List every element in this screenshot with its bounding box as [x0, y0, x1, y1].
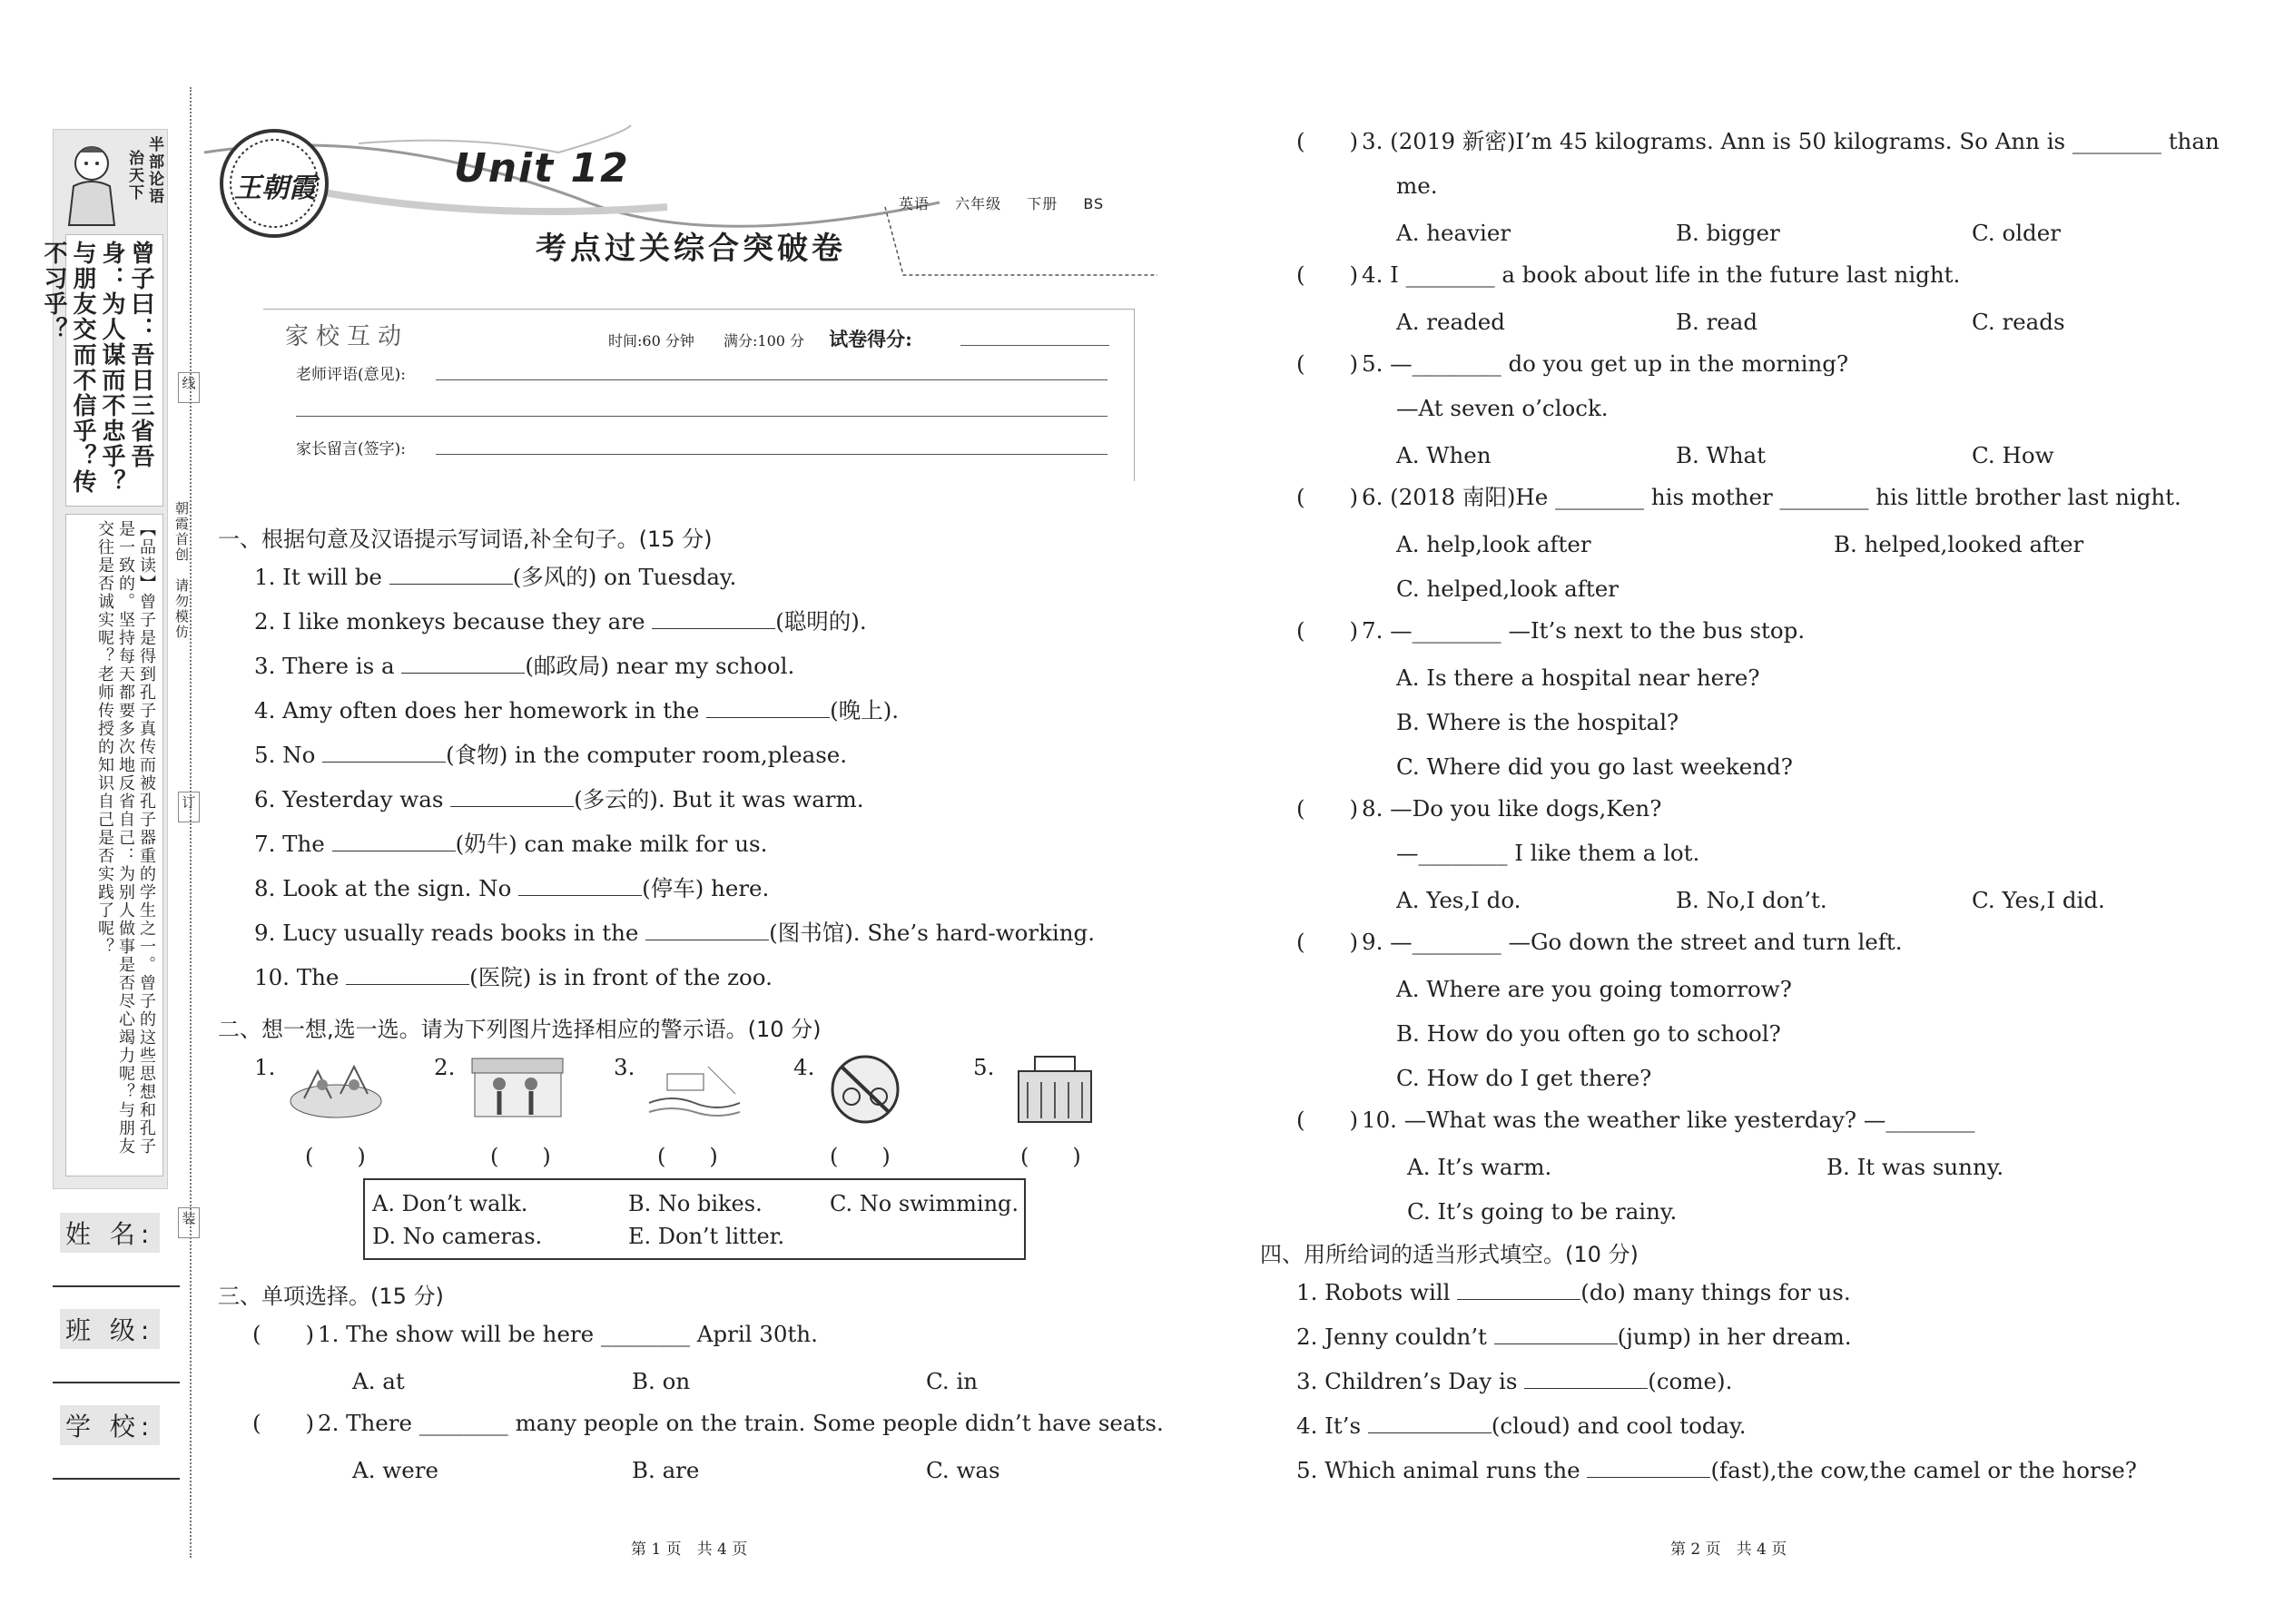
mc8-option-b[interactable]: B. No,I don’t. — [1676, 887, 1827, 913]
cut-mark-staple: 装 — [178, 1207, 200, 1238]
answer-blank[interactable] — [706, 700, 830, 718]
item-text-after: many things for us. — [1625, 1279, 1851, 1305]
mc8-option-c[interactable]: C. Yes,I did. — [1972, 887, 2105, 913]
warning-option-a: A. Don’t walk. — [372, 1191, 528, 1216]
item-text-before: 8. Look at the sign. No — [254, 875, 519, 901]
school-label: 学 校: — [60, 1405, 160, 1445]
item-text-after: . But it was warm. — [657, 786, 864, 812]
item-text-after: . — [859, 608, 867, 635]
warning-option-c: C. No swimming. — [830, 1191, 1019, 1216]
item-hint: (晚上) — [830, 697, 892, 723]
mc-question-2: 2. There ________ many people on the train. Some people didn’t have seats. — [318, 1410, 1164, 1436]
item-hint: (停车) — [642, 875, 704, 901]
mc3-option-c[interactable]: C. older — [1972, 220, 2061, 246]
mc1-option-c[interactable]: C. in — [926, 1368, 979, 1394]
section1-item-10 — [254, 964, 773, 990]
no-bikes-sign-picture — [824, 1051, 924, 1115]
section1-item-3 — [254, 655, 794, 678]
mc-paren-6[interactable]: ( ) — [1296, 484, 1359, 510]
mc7-option-c[interactable]: C. Where did you go last weekend? — [1396, 753, 1793, 780]
item-text-after: here. — [704, 875, 770, 901]
answer-paren-pic1[interactable]: ( ) — [305, 1144, 366, 1169]
item-text-before: 5. No — [254, 742, 323, 768]
item-text-after: in her dream. — [1691, 1324, 1852, 1350]
mc-question-8: 8. —Do you like dogs,Ken? — [1362, 795, 1662, 822]
item-text-before: 9. Lucy usually reads books in the — [254, 920, 646, 946]
page-number-right: 第 2 页 共 4 页 — [1670, 1540, 1787, 1559]
pic-number-3: 3. — [614, 1054, 635, 1080]
item-text-before: 7. The — [254, 831, 332, 857]
answer-blank[interactable] — [1494, 1326, 1618, 1344]
mc2-option-b[interactable]: B. are — [632, 1457, 700, 1483]
answer-blank[interactable] — [389, 566, 513, 585]
section1-item-2 — [254, 608, 867, 635]
item-hint: (食物) — [446, 742, 508, 768]
warning-option-d: D. No cameras. — [372, 1224, 543, 1249]
quote-box — [40, 234, 163, 507]
comment-frame — [263, 309, 1135, 481]
item-hint: (多云的) — [574, 786, 658, 812]
camera-scene-picture — [468, 1055, 567, 1118]
item-hint: (do) — [1580, 1279, 1626, 1305]
item-text-before: 5. Which animal runs the — [1296, 1457, 1588, 1483]
confucius-illustration — [60, 136, 123, 227]
ribbon-volume: 下册 — [1027, 195, 1058, 212]
item-text-before: 3. Children’s Day is — [1296, 1368, 1525, 1394]
mc-paren-1[interactable]: ( ) — [252, 1321, 315, 1347]
page-title: 考点过关综合突破卷 — [536, 231, 846, 267]
river-scene-picture — [645, 1058, 744, 1121]
reading-text: 【品读】曾子是得到孔子真传而被孔子器重的学生之一。曾子的这些思想和孔子是一致的。坚持每天都要多次地反省自己：为别人做事是否尽心竭力呢？与朋友交往是否诚实呢？老师传授的知识自己是否实践了呢？ — [95, 520, 156, 1156]
cut-mark-line: 线 — [178, 372, 200, 403]
section1-item-1 — [254, 566, 736, 589]
pic-number-2: 2. — [434, 1054, 456, 1080]
item-hint: (图书馆) — [769, 920, 853, 946]
answer-blank[interactable] — [518, 878, 642, 896]
answer-blank[interactable] — [1457, 1282, 1580, 1300]
mc-question-4: 4. I ________ a book about life in the future last night. — [1362, 261, 1961, 288]
pic-number-5: 5. — [973, 1054, 995, 1080]
class-label: 班 级: — [60, 1309, 160, 1349]
full-score: 满分:100 分 — [724, 332, 805, 349]
ribbon-subject: 英语 — [899, 195, 930, 212]
mc-question-3: 3. (2019 新密)I’m 45 kilograms. Ann is 50 kilograms. So Ann is ________ than — [1362, 128, 2220, 154]
home-school-heading: 家校互动 — [285, 323, 409, 350]
motto-col2: 治天下 — [125, 150, 143, 202]
mc8-option-a[interactable]: A. Yes,I do. — [1396, 887, 1521, 913]
mc7-option-b[interactable]: B. Where is the hospital? — [1396, 709, 1679, 735]
item-hint: (come) — [1648, 1368, 1726, 1394]
mc-paren-9[interactable]: ( ) — [1296, 929, 1359, 955]
mc-question-7: 7. —________ —It’s next to the bus stop. — [1362, 617, 1806, 644]
mc9-option-b[interactable]: B. How do you often go to school? — [1396, 1020, 1781, 1047]
section1-item-8 — [254, 875, 770, 901]
item-text-after: can make milk for us. — [517, 831, 768, 857]
section4-title: 四、用所给词的适当形式填空。(10 分) — [1260, 1242, 1639, 1267]
item-text-after: . She’s hard-working. — [852, 920, 1096, 946]
mc-question-5: 5. —________ do you get up in the morning? — [1362, 350, 1849, 377]
ribbon-grade: 六年级 — [955, 195, 1002, 212]
mc-paren-2[interactable]: ( ) — [252, 1410, 315, 1436]
item-text-before: 3. There is a — [254, 653, 402, 679]
item-text-after: is in front of the zoo. — [531, 964, 773, 990]
mc-question-3-cont: me. — [1396, 172, 1438, 199]
answer-blank[interactable] — [1524, 1371, 1648, 1389]
mc6-option-a[interactable]: A. help,look after — [1396, 531, 1591, 557]
mc-paren-5[interactable]: ( ) — [1296, 350, 1359, 377]
name-field[interactable] — [53, 1285, 180, 1287]
mc-paren-4[interactable]: ( ) — [1296, 261, 1359, 288]
unit-title: Unit 12 — [454, 145, 630, 192]
section4-item-3 — [1296, 1368, 1733, 1394]
answer-blank[interactable] — [332, 833, 456, 851]
mc2-option-a[interactable]: A. were — [352, 1457, 438, 1483]
mc10-option-c[interactable]: C. It’s going to be rainy. — [1407, 1198, 1678, 1225]
mc-question-8-cont: —________ I like them a lot. — [1396, 840, 1700, 866]
mc4-option-c[interactable]: C. reads — [1972, 309, 2065, 335]
item-text-before: 1. Robots will — [1296, 1279, 1458, 1305]
binding-line — [190, 87, 192, 1558]
mc-paren-3[interactable]: ( ) — [1296, 128, 1359, 154]
section1-item-9 — [254, 922, 1095, 945]
museum-building-picture — [1009, 1051, 1109, 1115]
item-text-before: 10. The — [254, 964, 347, 990]
mc-question-9: 9. —________ —Go down the street and turn left. — [1362, 929, 1903, 955]
item-text-before: 6. Yesterday was — [254, 786, 451, 812]
item-text-after: ,the cow,the camel or the horse? — [1769, 1457, 2137, 1483]
item-hint: (聪明的) — [775, 608, 860, 635]
section1-title: 一、根据句意及汉语提示写词语,补全句子。(15 分) — [218, 527, 713, 552]
answer-blank[interactable] — [1368, 1415, 1492, 1433]
mc-paren-10[interactable]: ( ) — [1296, 1107, 1359, 1133]
item-text-before: 1. It will be — [254, 564, 389, 590]
mc3-option-a[interactable]: A. heavier — [1396, 220, 1511, 246]
item-hint: (多风的) — [512, 564, 597, 590]
item-text-after: . — [891, 697, 900, 723]
ribbon-edition: BS — [1083, 195, 1105, 212]
item-hint: (奶牛) — [455, 831, 517, 857]
cut-mark-bind: 订 — [178, 792, 200, 822]
warning-options-box — [363, 1178, 1026, 1260]
name-label: 姓 名: — [60, 1213, 160, 1253]
pic-number-4: 4. — [793, 1054, 815, 1080]
reading-box — [65, 514, 163, 1176]
mc10-option-b[interactable]: B. It was sunny. — [1826, 1154, 2004, 1180]
section1-item-6 — [254, 786, 864, 812]
section4-item-4 — [1296, 1412, 1747, 1439]
mc-question-10: 10. —What was the weather like yesterday? —________ — [1362, 1107, 1975, 1133]
item-hint: (fast) — [1710, 1457, 1770, 1483]
mc-question-1: 1. The show will be here ________ April 30th. — [318, 1321, 818, 1347]
teacher-comment-label: 老师评语(意见): — [296, 366, 406, 384]
item-text-before: 2. Jenny couldn’t — [1296, 1324, 1494, 1350]
mc5-option-a[interactable]: A. When — [1396, 442, 1492, 468]
section1-item-7 — [254, 833, 767, 856]
item-text-after: near my school. — [609, 653, 795, 679]
item-text-after: and cool today. — [1570, 1412, 1747, 1439]
mc5-option-c[interactable]: C. How — [1972, 442, 2054, 468]
page-number-left: 第 1 页 共 4 页 — [631, 1540, 748, 1559]
mc4-option-b[interactable]: B. read — [1676, 309, 1758, 335]
mc9-option-c[interactable]: C. How do I get there? — [1396, 1065, 1652, 1091]
answer-paren-pic3[interactable]: ( ) — [657, 1144, 718, 1169]
item-hint: (jump) — [1617, 1324, 1692, 1350]
time-limit: 时间:60 分钟 — [608, 332, 694, 349]
mc7-option-a[interactable]: A. Is there a hospital near here? — [1396, 664, 1760, 691]
mc2-option-c[interactable]: C. was — [926, 1457, 1000, 1483]
section4-item-1 — [1296, 1279, 1851, 1305]
mc-paren-7[interactable]: ( ) — [1296, 617, 1359, 644]
score-label: 试卷得分: — [829, 328, 912, 350]
answer-blank[interactable] — [346, 967, 469, 985]
item-hint: (cloud) — [1491, 1412, 1570, 1439]
item-hint: (医院) — [469, 964, 532, 990]
quote-text: 曾子曰：吾日三省吾身：为人谋而不忠乎？与朋友交而不信乎？传不习乎？ — [40, 241, 154, 495]
answer-blank[interactable] — [652, 611, 775, 629]
answer-blank[interactable] — [645, 922, 769, 940]
answer-paren-pic4[interactable]: ( ) — [830, 1144, 891, 1169]
mc6-option-c[interactable]: C. helped,look after — [1396, 576, 1619, 602]
mc6-option-b[interactable]: B. helped,looked after — [1834, 531, 2084, 557]
section4-item-2 — [1296, 1326, 1852, 1349]
warning-option-b: B. No bikes. — [628, 1191, 763, 1216]
mc-paren-8[interactable]: ( ) — [1296, 795, 1359, 822]
answer-blank[interactable] — [401, 655, 525, 674]
copyright-note: 朝霞首创 请勿模仿 — [173, 501, 190, 640]
mc3-option-b[interactable]: B. bigger — [1676, 220, 1780, 246]
item-text-after: in the computer room,please. — [507, 742, 848, 768]
grade-ribbon — [899, 192, 1124, 213]
item-hint: (邮政局) — [525, 653, 609, 679]
parent-comment-label: 家长留言(签字): — [296, 440, 406, 458]
mc1-option-a[interactable]: A. at — [352, 1368, 405, 1394]
answer-blank[interactable] — [1587, 1460, 1710, 1478]
class-field[interactable] — [53, 1382, 180, 1383]
pic-number-1: 1. — [254, 1054, 276, 1080]
answer-paren-pic5[interactable]: ( ) — [1020, 1144, 1081, 1169]
section1-item-5 — [254, 744, 847, 767]
mc5-option-b[interactable]: B. What — [1676, 442, 1766, 468]
mc10-option-a[interactable]: A. It’s warm. — [1407, 1154, 1552, 1180]
answer-blank[interactable] — [450, 789, 574, 807]
mc9-option-a[interactable]: A. Where are you going tomorrow? — [1396, 976, 1792, 1002]
litter-scene-picture — [286, 1058, 386, 1121]
mc1-option-b[interactable]: B. on — [632, 1368, 691, 1394]
logo-text: 王朝霞 — [234, 172, 316, 204]
answer-paren-pic2[interactable]: ( ) — [490, 1144, 551, 1169]
mc-question-6: 6. (2018 南阳)He ________ his mother ________ his little brother last night. — [1362, 484, 2181, 510]
section3-title: 三、单项选择。(15 分) — [218, 1284, 444, 1309]
item-text-before: 4. It’s — [1296, 1412, 1368, 1439]
answer-blank[interactable] — [322, 744, 446, 763]
item-text-after: on Tuesday. — [596, 564, 737, 590]
warning-option-e: E. Don’t litter. — [628, 1224, 785, 1249]
item-text-after: . — [1725, 1368, 1733, 1394]
section2-title: 二、想一想,选一选。请为下列图片选择相应的警示语。(10 分) — [218, 1017, 822, 1042]
section4-item-5 — [1296, 1457, 2137, 1483]
motto-col1: 半部论语 — [145, 136, 163, 205]
school-field[interactable] — [53, 1478, 180, 1480]
item-text-before: 4. Amy often does her homework in the — [254, 697, 707, 723]
mc4-option-a[interactable]: A. readed — [1396, 309, 1505, 335]
item-text-before: 2. I like monkeys because they are — [254, 608, 653, 635]
section1-item-4 — [254, 697, 900, 723]
mc-question-5-cont: —At seven o’clock. — [1396, 395, 1609, 421]
